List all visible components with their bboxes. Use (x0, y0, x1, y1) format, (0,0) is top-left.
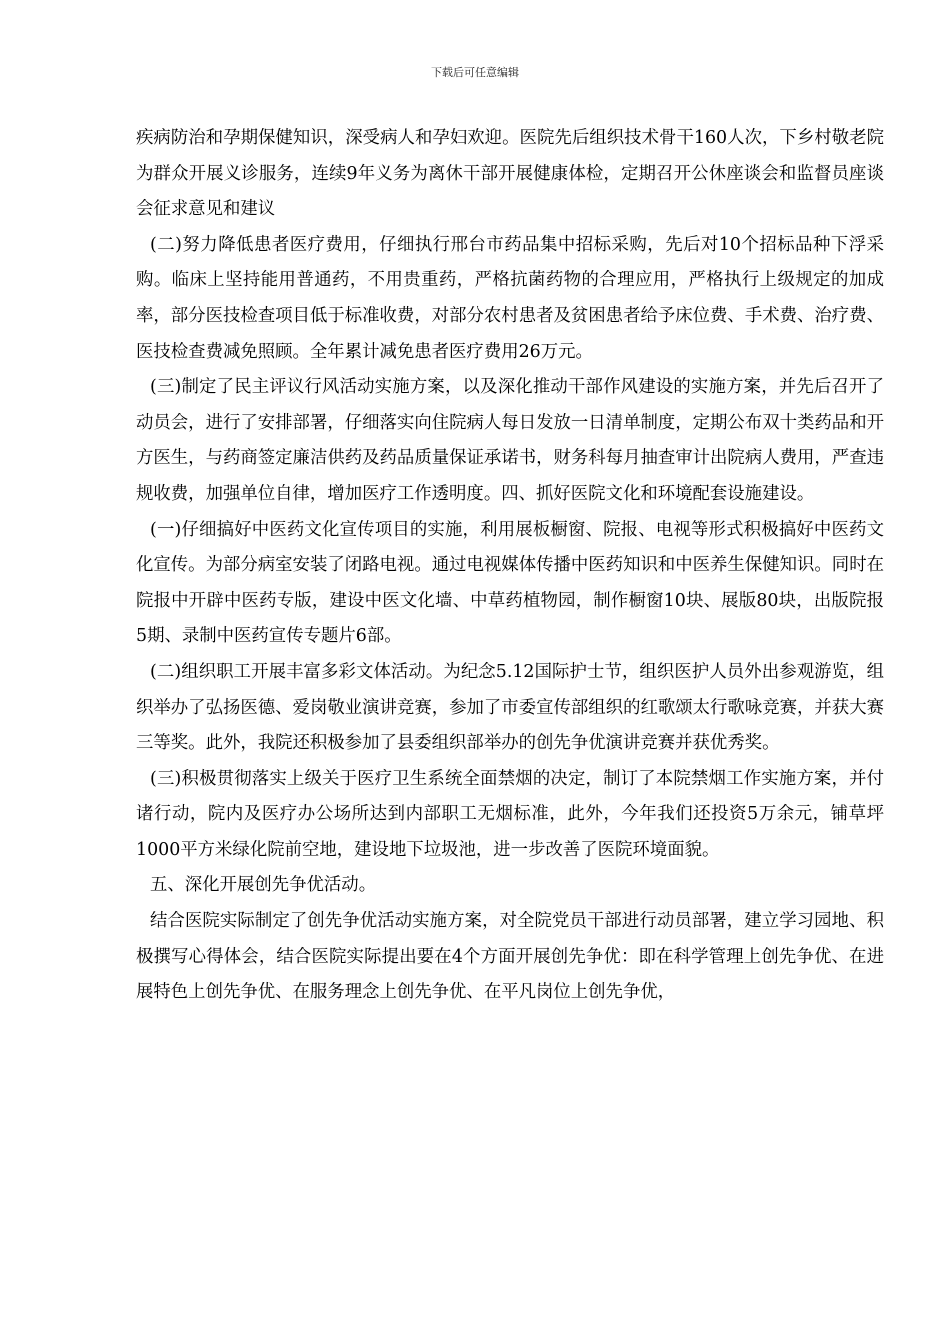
paragraph: (二)努力降低患者医疗费用，仔细执行邢台市药品集中招标采购，先后对10个招标品种下浮采购。临床上坚持能用普通药，不用贵重药，严格抗菌药物的合理应用，严格执行上级规定的加成率，部分医技检查项目低于标准收费，对部分农村患者及贫困患者给予床位费、手术费、治疗费、医技检查费减免照顾。全年累计减免患者医疗费用26万元。 (136, 234, 884, 362)
paragraph: 结合医院实际制定了创先争优活动实施方案，对全院党员干部进行动员部署，建立学习园地、积极撰写心得体会，结合医院实际提出要在4个方面开展创先争优：即在科学管理上创先争优、在进展特色上创先争优、在服务理念上创先争优、在平凡岗位上创先争优， (136, 911, 884, 1003)
page-header: 下载后可任意编辑 (431, 66, 519, 79)
paragraph: (二)组织职工开展丰富多彩文体活动。为纪念5.12国际护士节，组织医护人员外出参观游览，组织举办了弘扬医德、爱岗敬业演讲竞赛，参加了市委宣传部组织的红歌颂太行歌咏竞赛，并获大赛三等奖。此外，我院还积极参加了县委组织部举办的创先争优演讲竞赛并获优秀奖。 (136, 661, 884, 754)
paragraph: (三)制定了民主评议行风活动实施方案，以及深化推动干部作风建设的实施方案，并先后召开了动员会，进行了安排部署，仔细落实向住院病人每日发放一日清单制度，定期公布双十类药品和开方医生，与药商签定廉洁供药及药品质量保证承诺书，财务科每月抽查审计出院病人费用，严查违规收费，加强单位自律，增加医疗工作透明度。四、抓好医院文化和环境配套设施建设。 (136, 377, 884, 504)
paragraph: 疾病防治和孕期保健知识，深受病人和孕妇欢迎。医院先后组织技术骨干160人次，下乡村敬老院为群众开展义诊服务，连续9年义务为离休干部开展健康体检，定期召开公休座谈会和监督员座谈会征求意见和建议 (136, 128, 884, 220)
paragraph: (一)仔细搞好中医药文化宣传项目的实施，利用展板橱窗、院报、电视等形式积极搞好中医药文化宣传。为部分病室安装了闭路电视。通过电视媒体传播中医药知识和中医养生保健知识。同时在院报中开辟中医药专版，建设中医文化墙、中草药植物园，制作橱窗10块、展版80块，出版院报5期、录制中医药宣传专题片6部。 (136, 519, 884, 647)
paragraph: (三)积极贯彻落实上级关于医疗卫生系统全面禁烟的决定，制订了本院禁烟工作实施方案，并付诸行动，院内及医疗办公场所达到内部职工无烟标准，此外，今年我们还投资5万余元，铺草坪1000平方米绿化院前空地，建设地下垃圾池，进一步改善了医院环境面貌。 (136, 768, 884, 860)
document-body (136, 121, 884, 1011)
section-heading: 五、深化开展创先争优活动。 (150, 875, 377, 896)
